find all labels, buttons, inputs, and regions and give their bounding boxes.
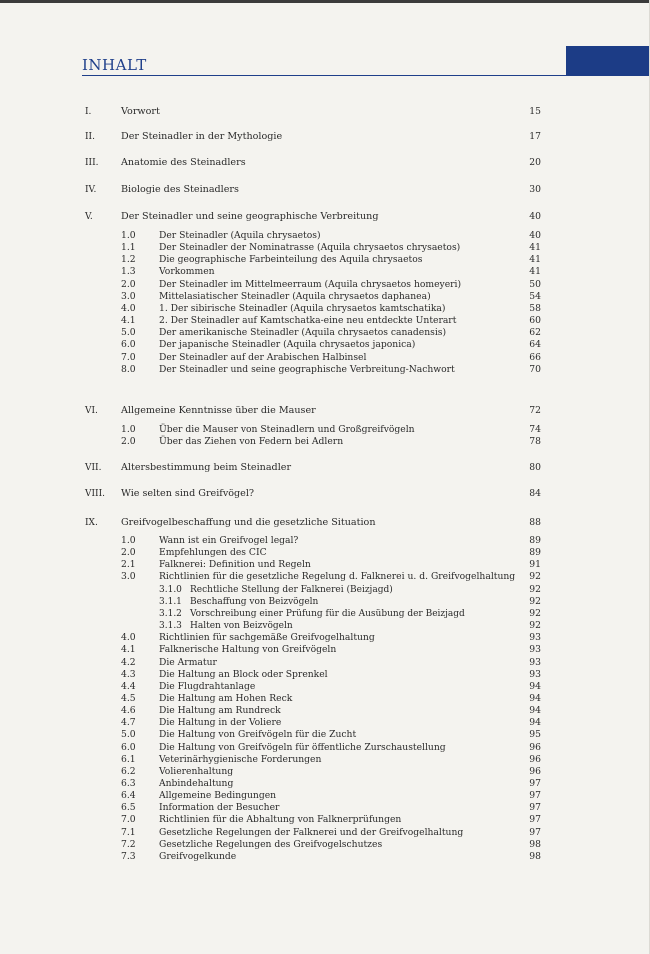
chapter-number: IV. xyxy=(85,185,97,195)
section-page: 94 xyxy=(529,692,541,704)
section-number: 4.0 xyxy=(121,302,136,314)
section-page: 74 xyxy=(529,424,541,435)
section-title: Falknerische Haltung von Greifvögeln xyxy=(159,644,337,656)
section-page: 93 xyxy=(529,632,541,644)
section-page: 96 xyxy=(529,741,541,753)
section-number: 1.1 xyxy=(121,242,136,254)
section-number: 4.4 xyxy=(121,680,136,692)
chapter-title: Wie selten sind Greifvögel? xyxy=(121,488,255,499)
section-number: 2.0 xyxy=(121,547,136,559)
chapter-number: II. xyxy=(85,132,95,142)
section-title: Allgemeine Bedingungen xyxy=(159,790,277,802)
section-title: Anbindehaltung xyxy=(159,778,234,789)
section-page: 93 xyxy=(529,656,541,668)
section-title: Information der Besucher xyxy=(159,802,280,814)
section-page: 93 xyxy=(529,668,541,680)
section-title: Volierenhaltung xyxy=(159,765,234,777)
chapter-number: VIII. xyxy=(85,489,106,499)
chapter-number: VI. xyxy=(85,406,98,416)
section-page: 94 xyxy=(529,705,541,717)
section-title: Der Steinadler und seine geographische Verbreitung-Nachwort xyxy=(159,363,455,375)
section-title: Falknerei: Definition und Regeln xyxy=(159,559,311,571)
section-title: Gesetzliche Regelungen der Falknerei und der Greifvogelhaltung xyxy=(159,826,464,838)
section-page: 41 xyxy=(529,254,541,266)
section-title: Veterinärhygienische Forderungen xyxy=(159,753,322,765)
section-title: Mittelasiatischer Steinadler (Aquila chrysaetos daphanea) xyxy=(159,290,431,302)
section-title: Der japanische Steinadler (Aquila chrysaetos japonica) xyxy=(159,339,416,351)
subsection-number: 3.1.3 xyxy=(159,621,182,632)
section-number: 6.0 xyxy=(121,741,136,753)
chapter-title: Der Steinadler in der Mythologie xyxy=(121,131,283,142)
subsection-number: 3.1.2 xyxy=(159,608,182,619)
section-title: Richtlinien für die Abhaltung von Falknerprüfungen xyxy=(159,814,402,826)
section-number: 2.1 xyxy=(121,559,136,571)
section-title: Die Haltung am Hohen Reck xyxy=(159,692,293,704)
subsection-page: 92 xyxy=(529,607,541,619)
section-page: 41 xyxy=(529,266,541,278)
subsection-page: 92 xyxy=(529,620,541,632)
chapter-title: Altersbestimmung beim Steinadler xyxy=(121,462,292,473)
subsection-page: 92 xyxy=(529,583,541,595)
section-page: 40 xyxy=(529,230,541,241)
subsection-number: 3.1.0 xyxy=(159,584,182,595)
section-page: 94 xyxy=(529,717,541,729)
section-title: Die Haltung am Rundreck xyxy=(159,705,281,717)
section-number: 4.3 xyxy=(121,668,136,680)
chapter-page: 84 xyxy=(529,488,541,499)
section-page: 89 xyxy=(529,535,541,546)
section-page: 41 xyxy=(529,242,541,254)
section-title: 1. Der sibirische Steinadler (Aquila chrysaetos kamtschatika) xyxy=(159,302,446,314)
section-title: Die Haltung von Greifvögeln für die Zucht xyxy=(159,729,357,741)
page-title: INHALT xyxy=(82,56,147,74)
section-number: 1.3 xyxy=(121,266,136,278)
section-page: 97 xyxy=(529,814,541,826)
section-number: 7.2 xyxy=(121,838,136,850)
section-title: Der Steinadler im Mittelmeerraum (Aquila chrysaetos homeyeri) xyxy=(159,278,462,290)
section-number: 8.0 xyxy=(121,363,136,375)
section-page: 93 xyxy=(529,644,541,656)
section-number: 6.3 xyxy=(121,778,136,789)
subsection-number: 3.1.1 xyxy=(159,596,182,607)
section-title: Die Flugdrahtanlage xyxy=(159,680,256,692)
section-number: 5.0 xyxy=(121,327,136,339)
section-page: 98 xyxy=(529,850,541,862)
chapter-title: Allgemeine Kenntnisse über die Mauser xyxy=(121,405,316,416)
section-page: 62 xyxy=(529,327,541,339)
section-number: 6.1 xyxy=(121,753,136,765)
subsection-title: Halten von Beizvögeln xyxy=(190,621,293,632)
section-number: 7.3 xyxy=(121,850,136,862)
subsection-title: Beschaffung von Beizvögeln xyxy=(190,596,319,607)
chapter-title: Vorwort xyxy=(121,106,160,117)
subsection-page: 92 xyxy=(529,595,541,607)
section-title: Der Steinadler (Aquila chrysaetos) xyxy=(159,230,321,241)
chapter-title: Greifvogelbeschaffung und die gesetzliche Situation xyxy=(121,517,376,528)
section-title: Die geographische Farbeinteilung des Aquila chrysaetos xyxy=(159,254,423,266)
section-page: 89 xyxy=(529,547,541,559)
section-title: Der amerikanische Steinadler (Aquila chrysaetos canadensis) xyxy=(159,327,447,339)
section-number: 6.2 xyxy=(121,765,136,777)
section-page: 97 xyxy=(529,826,541,838)
chapter-page: 88 xyxy=(529,517,541,528)
section-title: Die Haltung in der Voliere xyxy=(159,717,282,729)
section-number: 4.6 xyxy=(121,705,136,717)
section-number: 1.0 xyxy=(121,230,136,241)
section-title: Die Haltung an Block oder Sprenkel xyxy=(159,668,328,680)
subsection-title: Rechtliche Stellung der Falknerei (Beizjagd) xyxy=(190,584,393,595)
section-number: 6.0 xyxy=(121,339,136,351)
section-title: Der Steinadler der Nominatrasse (Aquila chrysaetos chrysaetos) xyxy=(159,242,461,254)
section-page: 91 xyxy=(529,559,541,571)
section-page: 78 xyxy=(529,436,541,448)
section-page: 97 xyxy=(529,790,541,802)
section-number: 7.0 xyxy=(121,351,136,363)
section-page: 95 xyxy=(529,729,541,741)
section-page: 58 xyxy=(529,302,541,314)
section-page: 70 xyxy=(529,363,541,375)
chapter-number: I. xyxy=(85,107,92,117)
chapter-page: 15 xyxy=(529,106,541,117)
section-page: 97 xyxy=(529,778,541,789)
subsection-title: Vorschreibung einer Prüfung für die Ausübung der Beizjagd xyxy=(190,608,465,619)
section-page: 54 xyxy=(529,290,541,302)
section-number: 1.2 xyxy=(121,254,136,266)
section-page: 96 xyxy=(529,765,541,777)
section-title: Über das Ziehen von Federn bei Adlern xyxy=(159,436,344,448)
section-page: 96 xyxy=(529,753,541,765)
section-number: 3.0 xyxy=(121,290,136,302)
section-number: 4.5 xyxy=(121,692,136,704)
chapter-number: IX. xyxy=(85,518,98,528)
section-page: 92 xyxy=(529,571,541,583)
section-page: 50 xyxy=(529,278,541,290)
section-number: 4.0 xyxy=(121,632,136,644)
chapter-title: Der Steinadler und seine geographische Verbreitung xyxy=(121,211,379,222)
chapter-page: 40 xyxy=(529,211,541,222)
section-number: 4.2 xyxy=(121,656,136,668)
section-title: Empfehlungen des CIC xyxy=(159,547,267,559)
section-number: 6.4 xyxy=(121,790,136,802)
section-page: 94 xyxy=(529,680,541,692)
chapter-number: III. xyxy=(85,158,99,168)
section-number: 7.0 xyxy=(121,814,136,826)
section-title: Greifvogelkunde xyxy=(159,850,237,862)
section-page: 64 xyxy=(529,339,541,351)
chapter-page: 30 xyxy=(529,184,541,195)
section-title: Vorkommen xyxy=(159,266,215,278)
chapter-title: Anatomie des Steinadlers xyxy=(121,157,246,168)
section-number: 5.0 xyxy=(121,729,136,741)
section-number: 3.0 xyxy=(121,571,136,583)
section-page: 66 xyxy=(529,351,541,363)
section-title: Gesetzliche Regelungen des Greifvogelschutzes xyxy=(159,838,383,850)
section-page: 98 xyxy=(529,838,541,850)
section-title: Wann ist ein Greifvogel legal? xyxy=(159,535,299,546)
chapter-number: VII. xyxy=(85,463,102,473)
section-number: 1.0 xyxy=(121,535,136,546)
section-title: Die Armatur xyxy=(159,656,217,668)
section-number: 6.5 xyxy=(121,802,136,814)
chapter-title: Biologie des Steinadlers xyxy=(121,184,239,195)
chapter-number: V. xyxy=(85,212,93,222)
section-number: 1.0 xyxy=(121,424,136,435)
chapter-page: 80 xyxy=(529,462,541,473)
chapter-page: 20 xyxy=(529,157,541,168)
section-title: Der Steinadler auf der Arabischen Halbinsel xyxy=(159,351,367,363)
section-number: 4.1 xyxy=(121,315,136,327)
section-page: 60 xyxy=(529,315,541,327)
section-title: Richtlinien für die gesetzliche Regelung d. Falknerei u. d. Greifvogelhaltung xyxy=(159,571,516,583)
section-number: 4.7 xyxy=(121,717,136,729)
chapter-page: 17 xyxy=(529,131,541,142)
section-number: 7.1 xyxy=(121,826,136,838)
section-page: 97 xyxy=(529,802,541,814)
section-title: Über die Mauser von Steinadlern und Großgreifvögeln xyxy=(159,424,415,435)
section-number: 4.1 xyxy=(121,644,136,656)
section-title: 2. Der Steinadler auf Kamtschatka-eine neu entdeckte Unterart xyxy=(159,315,457,327)
section-number: 2.0 xyxy=(121,436,136,448)
section-title: Die Haltung von Greifvögeln für öffentliche Zurschaustellung xyxy=(159,741,446,753)
section-title: Richtlinien für sachgemäße Greifvogelhaltung xyxy=(159,632,375,644)
section-number: 2.0 xyxy=(121,278,136,290)
chapter-page: 72 xyxy=(529,405,541,416)
